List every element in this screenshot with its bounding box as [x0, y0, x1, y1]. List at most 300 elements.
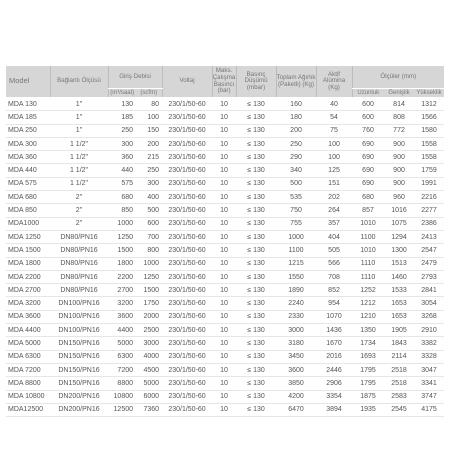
cell-model: MDA 185	[6, 111, 50, 124]
cell-total-weight: 1550	[276, 270, 316, 283]
cell-connection: 1 1/2"	[50, 151, 108, 164]
cell-width: 1533	[384, 284, 414, 297]
cell-width: 2583	[384, 390, 414, 403]
table-row	[6, 270, 444, 283]
cell-flow-scfm: 700	[136, 230, 162, 243]
cell-flow-m3: 575	[108, 177, 136, 190]
cell-width: 1653	[384, 297, 414, 310]
header-width: Genişlik	[384, 89, 414, 98]
cell-max-pressure: 10	[212, 350, 236, 363]
cell-flow-scfm: 2500	[136, 324, 162, 337]
cell-width: 1843	[384, 337, 414, 350]
cell-max-pressure: 10	[212, 164, 236, 177]
cell-pressure-drop: ≤ 130	[236, 111, 276, 124]
cell-active-adsorbent: 1070	[316, 310, 352, 323]
cell-total-weight: 6470	[276, 403, 316, 416]
table-row	[6, 297, 444, 310]
cell-total-weight: 3450	[276, 350, 316, 363]
header-active-adsorbent: Aktif Alümina (Kg)	[316, 66, 352, 98]
cell-model: MDA 6300	[6, 350, 50, 363]
cell-voltage: 230/1/50-60	[162, 324, 212, 337]
cell-flow-scfm: 600	[136, 217, 162, 230]
cell-model: MDA 1800	[6, 257, 50, 270]
cell-length: 600	[352, 98, 384, 111]
cell-length: 690	[352, 151, 384, 164]
cell-connection: 1"	[50, 124, 108, 137]
cell-pressure-drop: ≤ 130	[236, 98, 276, 111]
cell-width: 900	[384, 164, 414, 177]
cell-total-weight: 1890	[276, 284, 316, 297]
cell-voltage: 230/1/50-60	[162, 390, 212, 403]
cell-model: MDA 440	[6, 164, 50, 177]
table-row	[6, 257, 444, 270]
header-pressure-drop: Basınç Düşümü (mbar)	[236, 66, 276, 98]
cell-flow-m3: 8800	[108, 377, 136, 390]
cell-flow-scfm: 6000	[136, 390, 162, 403]
cell-pressure-drop: ≤ 130	[236, 191, 276, 204]
cell-flow-scfm: 1000	[136, 257, 162, 270]
header-model: Model	[6, 66, 50, 98]
cell-length: 1210	[352, 310, 384, 323]
cell-total-weight: 1215	[276, 257, 316, 270]
cell-height: 3054	[414, 297, 444, 310]
table-row	[6, 177, 444, 190]
cell-connection: DN100/PN16	[50, 297, 108, 310]
cell-model: MDA 250	[6, 124, 50, 137]
cell-voltage: 230/1/50-60	[162, 151, 212, 164]
cell-height: 1566	[414, 111, 444, 124]
table-row	[6, 164, 444, 177]
cell-flow-m3: 680	[108, 191, 136, 204]
cell-flow-m3: 1000	[108, 217, 136, 230]
cell-voltage: 230/1/50-60	[162, 244, 212, 257]
cell-model: MDA 575	[6, 177, 50, 190]
cell-voltage: 230/1/50-60	[162, 177, 212, 190]
cell-voltage: 230/1/50-60	[162, 191, 212, 204]
cell-flow-scfm: 200	[136, 137, 162, 150]
cell-active-adsorbent: 3354	[316, 390, 352, 403]
cell-total-weight: 535	[276, 191, 316, 204]
cell-width: 960	[384, 191, 414, 204]
cell-connection: DN150/PN16	[50, 337, 108, 350]
table-row	[6, 310, 444, 323]
cell-flow-scfm: 1750	[136, 297, 162, 310]
cell-pressure-drop: ≤ 130	[236, 151, 276, 164]
cell-total-weight: 1000	[276, 230, 316, 243]
cell-flow-m3: 440	[108, 164, 136, 177]
cell-max-pressure: 10	[212, 403, 236, 416]
cell-max-pressure: 10	[212, 217, 236, 230]
table-row	[6, 390, 444, 403]
spec-table	[6, 66, 444, 417]
cell-model: MDA 2700	[6, 284, 50, 297]
cell-width: 814	[384, 98, 414, 111]
cell-pressure-drop: ≤ 130	[236, 124, 276, 137]
cell-length: 1010	[352, 217, 384, 230]
cell-max-pressure: 10	[212, 244, 236, 257]
cell-height: 1558	[414, 137, 444, 150]
cell-model: MDA1000	[6, 217, 50, 230]
cell-length: 1212	[352, 297, 384, 310]
table-row	[6, 111, 444, 124]
table-row	[6, 230, 444, 243]
cell-active-adsorbent: 2016	[316, 350, 352, 363]
cell-connection: DN80/PN16	[50, 257, 108, 270]
cell-max-pressure: 10	[212, 337, 236, 350]
cell-connection: 2"	[50, 217, 108, 230]
cell-height: 4175	[414, 403, 444, 416]
cell-voltage: 230/1/50-60	[162, 124, 212, 137]
cell-pressure-drop: ≤ 130	[236, 177, 276, 190]
cell-width: 900	[384, 177, 414, 190]
cell-flow-scfm: 150	[136, 124, 162, 137]
cell-voltage: 230/1/50-60	[162, 284, 212, 297]
cell-active-adsorbent: 2446	[316, 363, 352, 376]
cell-flow-m3: 360	[108, 151, 136, 164]
cell-connection: 1 1/2"	[50, 177, 108, 190]
table-row	[6, 217, 444, 230]
cell-height: 2413	[414, 230, 444, 243]
cell-connection: DN100/PN16	[50, 324, 108, 337]
cell-height: 2841	[414, 284, 444, 297]
cell-model: MDA12500	[6, 403, 50, 416]
cell-pressure-drop: ≤ 130	[236, 244, 276, 257]
cell-total-weight: 250	[276, 137, 316, 150]
cell-active-adsorbent: 125	[316, 164, 352, 177]
cell-total-weight: 3180	[276, 337, 316, 350]
cell-connection: DN200/PN16	[50, 403, 108, 416]
cell-width: 772	[384, 124, 414, 137]
cell-active-adsorbent: 566	[316, 257, 352, 270]
cell-pressure-drop: ≤ 130	[236, 310, 276, 323]
cell-flow-scfm: 3000	[136, 337, 162, 350]
cell-voltage: 230/1/50-60	[162, 164, 212, 177]
cell-length: 1795	[352, 377, 384, 390]
cell-voltage: 230/1/50-60	[162, 403, 212, 416]
cell-flow-scfm: 80	[136, 98, 162, 111]
cell-flow-m3: 185	[108, 111, 136, 124]
cell-flow-scfm: 1500	[136, 284, 162, 297]
header-total-weight: Toplam Ağırlık (Paketli) (Kg)	[276, 66, 316, 98]
cell-max-pressure: 10	[212, 310, 236, 323]
cell-voltage: 230/1/50-60	[162, 137, 212, 150]
header-max-pressure: Maks. Çalışma Basıncı (bar)	[212, 66, 236, 98]
cell-width: 1016	[384, 204, 414, 217]
cell-length: 690	[352, 137, 384, 150]
table-row	[6, 403, 444, 416]
spec-table-container	[6, 66, 444, 417]
cell-connection: DN150/PN16	[50, 350, 108, 363]
cell-width: 900	[384, 137, 414, 150]
cell-voltage: 230/1/50-60	[162, 297, 212, 310]
cell-flow-m3: 3200	[108, 297, 136, 310]
cell-pressure-drop: ≤ 130	[236, 337, 276, 350]
cell-active-adsorbent: 2906	[316, 377, 352, 390]
cell-width: 1653	[384, 310, 414, 323]
cell-length: 1935	[352, 403, 384, 416]
cell-connection: DN80/PN16	[50, 284, 108, 297]
cell-height: 1991	[414, 177, 444, 190]
cell-flow-scfm: 4000	[136, 350, 162, 363]
cell-model: MDA 360	[6, 151, 50, 164]
cell-flow-m3: 7200	[108, 363, 136, 376]
cell-max-pressure: 10	[212, 151, 236, 164]
cell-active-adsorbent: 708	[316, 270, 352, 283]
cell-height: 2479	[414, 257, 444, 270]
cell-pressure-drop: ≤ 130	[236, 137, 276, 150]
cell-flow-scfm: 400	[136, 191, 162, 204]
cell-length: 1734	[352, 337, 384, 350]
cell-active-adsorbent: 151	[316, 177, 352, 190]
cell-max-pressure: 10	[212, 363, 236, 376]
cell-model: MDA 7200	[6, 363, 50, 376]
cell-height: 2793	[414, 270, 444, 283]
cell-flow-m3: 4400	[108, 324, 136, 337]
table-row	[6, 350, 444, 363]
header-flow: Giriş Debisi	[108, 66, 162, 89]
header-flow-scfm: (scfm)	[136, 89, 162, 98]
cell-total-weight: 3600	[276, 363, 316, 376]
cell-flow-scfm: 7360	[136, 403, 162, 416]
cell-height: 3328	[414, 350, 444, 363]
cell-model: MDA 130	[6, 98, 50, 111]
cell-pressure-drop: ≤ 130	[236, 390, 276, 403]
cell-flow-scfm: 1250	[136, 270, 162, 283]
cell-height: 3747	[414, 390, 444, 403]
cell-connection: DN200/PN16	[50, 390, 108, 403]
cell-voltage: 230/1/50-60	[162, 230, 212, 243]
cell-pressure-drop: ≤ 130	[236, 350, 276, 363]
cell-max-pressure: 10	[212, 98, 236, 111]
cell-max-pressure: 10	[212, 324, 236, 337]
cell-connection: DN80/PN16	[50, 270, 108, 283]
table-row	[6, 244, 444, 257]
table-row	[6, 137, 444, 150]
cell-voltage: 230/1/50-60	[162, 111, 212, 124]
cell-voltage: 230/1/50-60	[162, 270, 212, 283]
cell-flow-scfm: 2000	[136, 310, 162, 323]
cell-width: 2114	[384, 350, 414, 363]
cell-active-adsorbent: 954	[316, 297, 352, 310]
cell-total-weight: 340	[276, 164, 316, 177]
cell-total-weight: 3850	[276, 377, 316, 390]
cell-height: 1759	[414, 164, 444, 177]
cell-flow-scfm: 250	[136, 164, 162, 177]
cell-pressure-drop: ≤ 130	[236, 297, 276, 310]
cell-height: 1580	[414, 124, 444, 137]
cell-pressure-drop: ≤ 130	[236, 324, 276, 337]
cell-pressure-drop: ≤ 130	[236, 217, 276, 230]
cell-connection: 1"	[50, 111, 108, 124]
cell-max-pressure: 10	[212, 257, 236, 270]
cell-flow-m3: 5000	[108, 337, 136, 350]
cell-model: MDA 2200	[6, 270, 50, 283]
cell-voltage: 230/1/50-60	[162, 337, 212, 350]
table-row	[6, 124, 444, 137]
cell-voltage: 230/1/50-60	[162, 98, 212, 111]
cell-voltage: 230/1/50-60	[162, 377, 212, 390]
cell-active-adsorbent: 100	[316, 151, 352, 164]
table-row	[6, 324, 444, 337]
cell-length: 690	[352, 164, 384, 177]
cell-max-pressure: 10	[212, 390, 236, 403]
cell-length: 1350	[352, 324, 384, 337]
cell-connection: 1 1/2"	[50, 164, 108, 177]
cell-flow-m3: 1500	[108, 244, 136, 257]
cell-active-adsorbent: 54	[316, 111, 352, 124]
cell-flow-m3: 1250	[108, 230, 136, 243]
cell-connection: 1 1/2"	[50, 137, 108, 150]
cell-pressure-drop: ≤ 130	[236, 257, 276, 270]
cell-height: 3382	[414, 337, 444, 350]
cell-width: 1075	[384, 217, 414, 230]
cell-max-pressure: 10	[212, 377, 236, 390]
table-row	[6, 191, 444, 204]
cell-total-weight: 3000	[276, 324, 316, 337]
cell-total-weight: 500	[276, 177, 316, 190]
cell-pressure-drop: ≤ 130	[236, 164, 276, 177]
cell-total-weight: 180	[276, 111, 316, 124]
cell-flow-m3: 10800	[108, 390, 136, 403]
spec-table-body	[6, 98, 444, 417]
cell-height: 2277	[414, 204, 444, 217]
cell-pressure-drop: ≤ 130	[236, 403, 276, 416]
cell-total-weight: 160	[276, 98, 316, 111]
cell-height: 2910	[414, 324, 444, 337]
cell-max-pressure: 10	[212, 111, 236, 124]
header-height: Yükseklik	[414, 89, 444, 98]
cell-voltage: 230/1/50-60	[162, 257, 212, 270]
cell-total-weight: 755	[276, 217, 316, 230]
cell-connection: DN150/PN16	[50, 377, 108, 390]
cell-height: 2547	[414, 244, 444, 257]
cell-width: 2518	[384, 377, 414, 390]
cell-length: 1795	[352, 363, 384, 376]
cell-active-adsorbent: 202	[316, 191, 352, 204]
cell-width: 1300	[384, 244, 414, 257]
cell-max-pressure: 10	[212, 297, 236, 310]
cell-model: MDA 5000	[6, 337, 50, 350]
cell-flow-m3: 1800	[108, 257, 136, 270]
cell-width: 2518	[384, 363, 414, 376]
cell-height: 2216	[414, 191, 444, 204]
table-row	[6, 151, 444, 164]
cell-length: 1110	[352, 257, 384, 270]
cell-flow-scfm: 215	[136, 151, 162, 164]
cell-active-adsorbent: 75	[316, 124, 352, 137]
cell-width: 1294	[384, 230, 414, 243]
cell-model: MDA 1500	[6, 244, 50, 257]
cell-flow-m3: 300	[108, 137, 136, 150]
cell-flow-m3: 2700	[108, 284, 136, 297]
table-row	[6, 377, 444, 390]
cell-model: MDA 300	[6, 137, 50, 150]
cell-pressure-drop: ≤ 130	[236, 363, 276, 376]
cell-connection: 1"	[50, 98, 108, 111]
cell-pressure-drop: ≤ 130	[236, 270, 276, 283]
cell-width: 1460	[384, 270, 414, 283]
cell-active-adsorbent: 100	[316, 137, 352, 150]
cell-height: 3341	[414, 377, 444, 390]
cell-flow-scfm: 300	[136, 177, 162, 190]
cell-width: 1513	[384, 257, 414, 270]
header-flow-m3: (m³/saat)	[108, 89, 136, 98]
cell-voltage: 230/1/50-60	[162, 310, 212, 323]
cell-connection: 2"	[50, 204, 108, 217]
header-voltage: Voltaj	[162, 66, 212, 98]
table-row	[6, 204, 444, 217]
cell-connection: DN150/PN16	[50, 363, 108, 376]
cell-total-weight: 750	[276, 204, 316, 217]
cell-model: MDA 3200	[6, 297, 50, 310]
cell-flow-scfm: 100	[136, 111, 162, 124]
cell-length: 1252	[352, 284, 384, 297]
cell-height: 1558	[414, 151, 444, 164]
cell-voltage: 230/1/50-60	[162, 350, 212, 363]
cell-model: MDA 1250	[6, 230, 50, 243]
cell-active-adsorbent: 505	[316, 244, 352, 257]
table-row	[6, 363, 444, 376]
table-row	[6, 337, 444, 350]
cell-active-adsorbent: 852	[316, 284, 352, 297]
cell-height: 1312	[414, 98, 444, 111]
cell-max-pressure: 10	[212, 137, 236, 150]
cell-voltage: 230/1/50-60	[162, 204, 212, 217]
cell-width: 1905	[384, 324, 414, 337]
cell-total-weight: 1100	[276, 244, 316, 257]
cell-flow-m3: 130	[108, 98, 136, 111]
cell-max-pressure: 10	[212, 284, 236, 297]
cell-length: 857	[352, 204, 384, 217]
cell-active-adsorbent: 404	[316, 230, 352, 243]
cell-flow-scfm: 5000	[136, 377, 162, 390]
cell-flow-scfm: 800	[136, 244, 162, 257]
cell-voltage: 230/1/50-60	[162, 217, 212, 230]
cell-active-adsorbent: 357	[316, 217, 352, 230]
cell-connection: 2"	[50, 191, 108, 204]
header-length: Uzunluk	[352, 89, 384, 98]
cell-height: 3268	[414, 310, 444, 323]
cell-flow-m3: 6300	[108, 350, 136, 363]
cell-length: 1100	[352, 230, 384, 243]
cell-flow-m3: 12500	[108, 403, 136, 416]
cell-height: 2386	[414, 217, 444, 230]
cell-flow-scfm: 4500	[136, 363, 162, 376]
cell-active-adsorbent: 3894	[316, 403, 352, 416]
cell-pressure-drop: ≤ 130	[236, 377, 276, 390]
cell-pressure-drop: ≤ 130	[236, 230, 276, 243]
cell-flow-m3: 3600	[108, 310, 136, 323]
cell-length: 1010	[352, 244, 384, 257]
table-row	[6, 284, 444, 297]
cell-model: MDA 10800	[6, 390, 50, 403]
cell-width: 900	[384, 151, 414, 164]
cell-connection: DN80/PN16	[50, 244, 108, 257]
cell-connection: DN100/PN16	[50, 310, 108, 323]
cell-length: 1875	[352, 390, 384, 403]
cell-length: 600	[352, 111, 384, 124]
cell-length: 690	[352, 177, 384, 190]
cell-total-weight: 200	[276, 124, 316, 137]
table-row	[6, 98, 444, 111]
cell-length: 1693	[352, 350, 384, 363]
cell-flow-m3: 2200	[108, 270, 136, 283]
cell-total-weight: 4200	[276, 390, 316, 403]
cell-model: MDA 680	[6, 191, 50, 204]
cell-voltage: 230/1/50-60	[162, 363, 212, 376]
cell-model: MDA 850	[6, 204, 50, 217]
cell-model: MDA 8800	[6, 377, 50, 390]
